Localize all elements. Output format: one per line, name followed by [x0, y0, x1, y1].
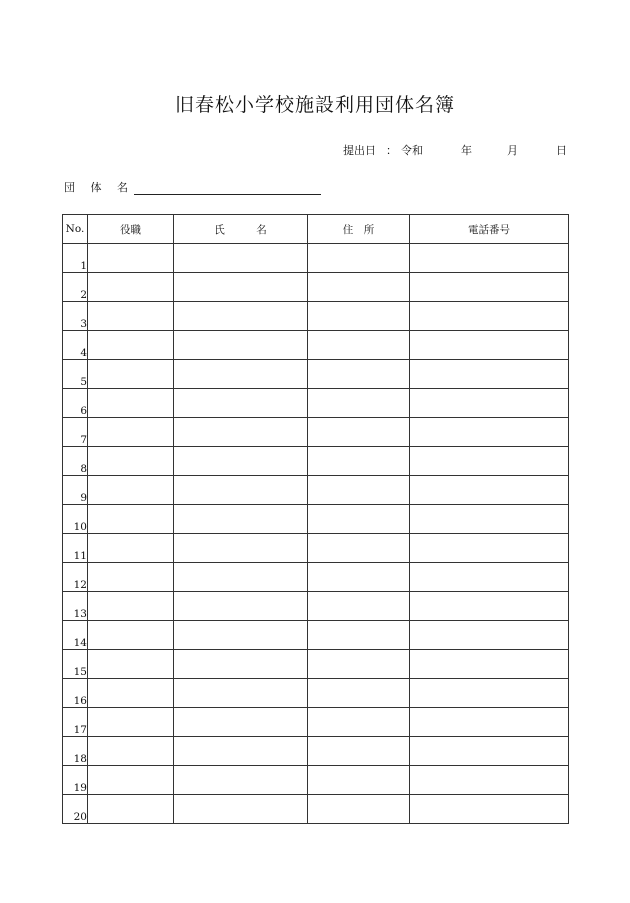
address-cell[interactable]: [308, 273, 410, 302]
address-cell[interactable]: [308, 476, 410, 505]
phone-cell[interactable]: [410, 592, 569, 621]
phone-cell[interactable]: [410, 795, 569, 824]
row-number: 13: [63, 592, 88, 621]
table-body: [63, 244, 569, 824]
address-cell[interactable]: [308, 737, 410, 766]
address-cell[interactable]: [308, 766, 410, 795]
submission-date-label: 提出日: [343, 144, 376, 157]
position-cell[interactable]: [88, 650, 174, 679]
table-header-row: [63, 215, 569, 244]
phone-cell[interactable]: [410, 737, 569, 766]
header-phone: 電話番号: [410, 215, 569, 244]
group-name-line: [64, 179, 321, 195]
position-cell[interactable]: [88, 621, 174, 650]
address-cell[interactable]: [308, 244, 410, 273]
name-cell[interactable]: [174, 360, 308, 389]
phone-cell[interactable]: [410, 505, 569, 534]
position-cell[interactable]: [88, 418, 174, 447]
table-row: [63, 302, 569, 331]
table-row: [63, 708, 569, 737]
position-cell[interactable]: [88, 592, 174, 621]
name-cell[interactable]: [174, 563, 308, 592]
row-number: 17: [63, 708, 88, 737]
position-cell[interactable]: [88, 505, 174, 534]
address-cell[interactable]: [308, 621, 410, 650]
position-cell[interactable]: [88, 476, 174, 505]
position-cell[interactable]: [88, 389, 174, 418]
address-cell[interactable]: [308, 795, 410, 824]
address-cell[interactable]: [308, 592, 410, 621]
address-cell[interactable]: [308, 505, 410, 534]
address-cell[interactable]: [308, 389, 410, 418]
phone-cell[interactable]: [410, 534, 569, 563]
row-number: 14: [63, 621, 88, 650]
phone-cell[interactable]: [410, 679, 569, 708]
document-title: 旧春松小学校施設利用団体名簿: [174, 94, 455, 116]
table-row: [63, 795, 569, 824]
date-colon: ：: [386, 144, 397, 157]
position-cell[interactable]: [88, 679, 174, 708]
header-address: 住 所: [308, 215, 410, 244]
address-cell[interactable]: [308, 563, 410, 592]
address-cell[interactable]: [308, 708, 410, 737]
row-number: 5: [63, 360, 88, 389]
table-row: [63, 679, 569, 708]
position-cell[interactable]: [88, 447, 174, 476]
position-cell[interactable]: [88, 795, 174, 824]
position-cell[interactable]: [88, 273, 174, 302]
group-name-label: 団 体 名: [64, 181, 134, 194]
phone-cell[interactable]: [410, 447, 569, 476]
address-cell[interactable]: [308, 418, 410, 447]
header-no: No.: [63, 215, 88, 244]
row-number: 12: [63, 563, 88, 592]
month-label: 月: [507, 144, 518, 157]
table-row: [63, 505, 569, 534]
name-cell[interactable]: [174, 273, 308, 302]
position-cell[interactable]: [88, 244, 174, 273]
table-row: [63, 766, 569, 795]
name-cell[interactable]: [174, 737, 308, 766]
position-cell[interactable]: [88, 563, 174, 592]
position-cell[interactable]: [88, 708, 174, 737]
row-number: 15: [63, 650, 88, 679]
name-cell[interactable]: [174, 679, 308, 708]
phone-cell[interactable]: [410, 418, 569, 447]
name-cell[interactable]: [174, 505, 308, 534]
header-position: 役職: [88, 215, 174, 244]
name-cell[interactable]: [174, 447, 308, 476]
name-cell[interactable]: [174, 592, 308, 621]
phone-cell[interactable]: [410, 476, 569, 505]
table-row: [63, 273, 569, 302]
name-cell[interactable]: [174, 476, 308, 505]
table-row: [63, 389, 569, 418]
address-cell[interactable]: [308, 360, 410, 389]
table-row: [63, 360, 569, 389]
position-cell[interactable]: [88, 331, 174, 360]
row-number: 2: [63, 273, 88, 302]
table-row: [63, 331, 569, 360]
phone-cell[interactable]: [410, 331, 569, 360]
name-cell[interactable]: [174, 650, 308, 679]
name-cell[interactable]: [174, 302, 308, 331]
table-row: [63, 418, 569, 447]
name-cell[interactable]: [174, 621, 308, 650]
address-cell[interactable]: [308, 331, 410, 360]
phone-cell[interactable]: [410, 389, 569, 418]
table-row: [63, 244, 569, 273]
row-number: 9: [63, 476, 88, 505]
phone-cell[interactable]: [410, 273, 569, 302]
position-cell[interactable]: [88, 766, 174, 795]
name-cell[interactable]: [174, 244, 308, 273]
name-cell[interactable]: [174, 331, 308, 360]
table-row: [63, 650, 569, 679]
position-cell[interactable]: [88, 302, 174, 331]
phone-cell[interactable]: [410, 650, 569, 679]
row-number: 11: [63, 534, 88, 563]
position-cell[interactable]: [88, 534, 174, 563]
table-row: [63, 563, 569, 592]
phone-cell[interactable]: [410, 621, 569, 650]
row-number: 6: [63, 389, 88, 418]
row-number: 3: [63, 302, 88, 331]
phone-cell[interactable]: [410, 302, 569, 331]
table-row: [63, 621, 569, 650]
name-cell[interactable]: [174, 795, 308, 824]
name-cell[interactable]: [174, 708, 308, 737]
submission-date-line: [0, 142, 630, 158]
name-cell[interactable]: [174, 418, 308, 447]
name-cell[interactable]: [174, 766, 308, 795]
row-number: 19: [63, 766, 88, 795]
row-number: 8: [63, 447, 88, 476]
row-number: 16: [63, 679, 88, 708]
member-roster-table: [62, 214, 569, 824]
day-label: 日: [556, 144, 567, 157]
address-cell[interactable]: [308, 650, 410, 679]
phone-cell[interactable]: [410, 766, 569, 795]
phone-cell[interactable]: [410, 360, 569, 389]
address-cell[interactable]: [308, 534, 410, 563]
name-cell[interactable]: [174, 389, 308, 418]
position-cell[interactable]: [88, 360, 174, 389]
row-number: 18: [63, 737, 88, 766]
phone-cell[interactable]: [410, 244, 569, 273]
name-cell[interactable]: [174, 534, 308, 563]
row-number: 7: [63, 418, 88, 447]
position-cell[interactable]: [88, 737, 174, 766]
row-number: 4: [63, 331, 88, 360]
row-number: 1: [63, 244, 88, 273]
address-cell[interactable]: [308, 447, 410, 476]
table-row: [63, 534, 569, 563]
era-label: 令和: [401, 144, 423, 157]
phone-cell[interactable]: [410, 563, 569, 592]
row-number: 20: [63, 795, 88, 824]
address-cell[interactable]: [308, 679, 410, 708]
year-label: 年: [461, 144, 472, 157]
phone-cell[interactable]: [410, 708, 569, 737]
row-number: 10: [63, 505, 88, 534]
table-row: [63, 447, 569, 476]
table-row: [63, 476, 569, 505]
header-name: 氏 名: [174, 215, 308, 244]
address-cell[interactable]: [308, 302, 410, 331]
table-row: [63, 592, 569, 621]
table-row: [63, 737, 569, 766]
group-name-field[interactable]: [134, 181, 321, 195]
